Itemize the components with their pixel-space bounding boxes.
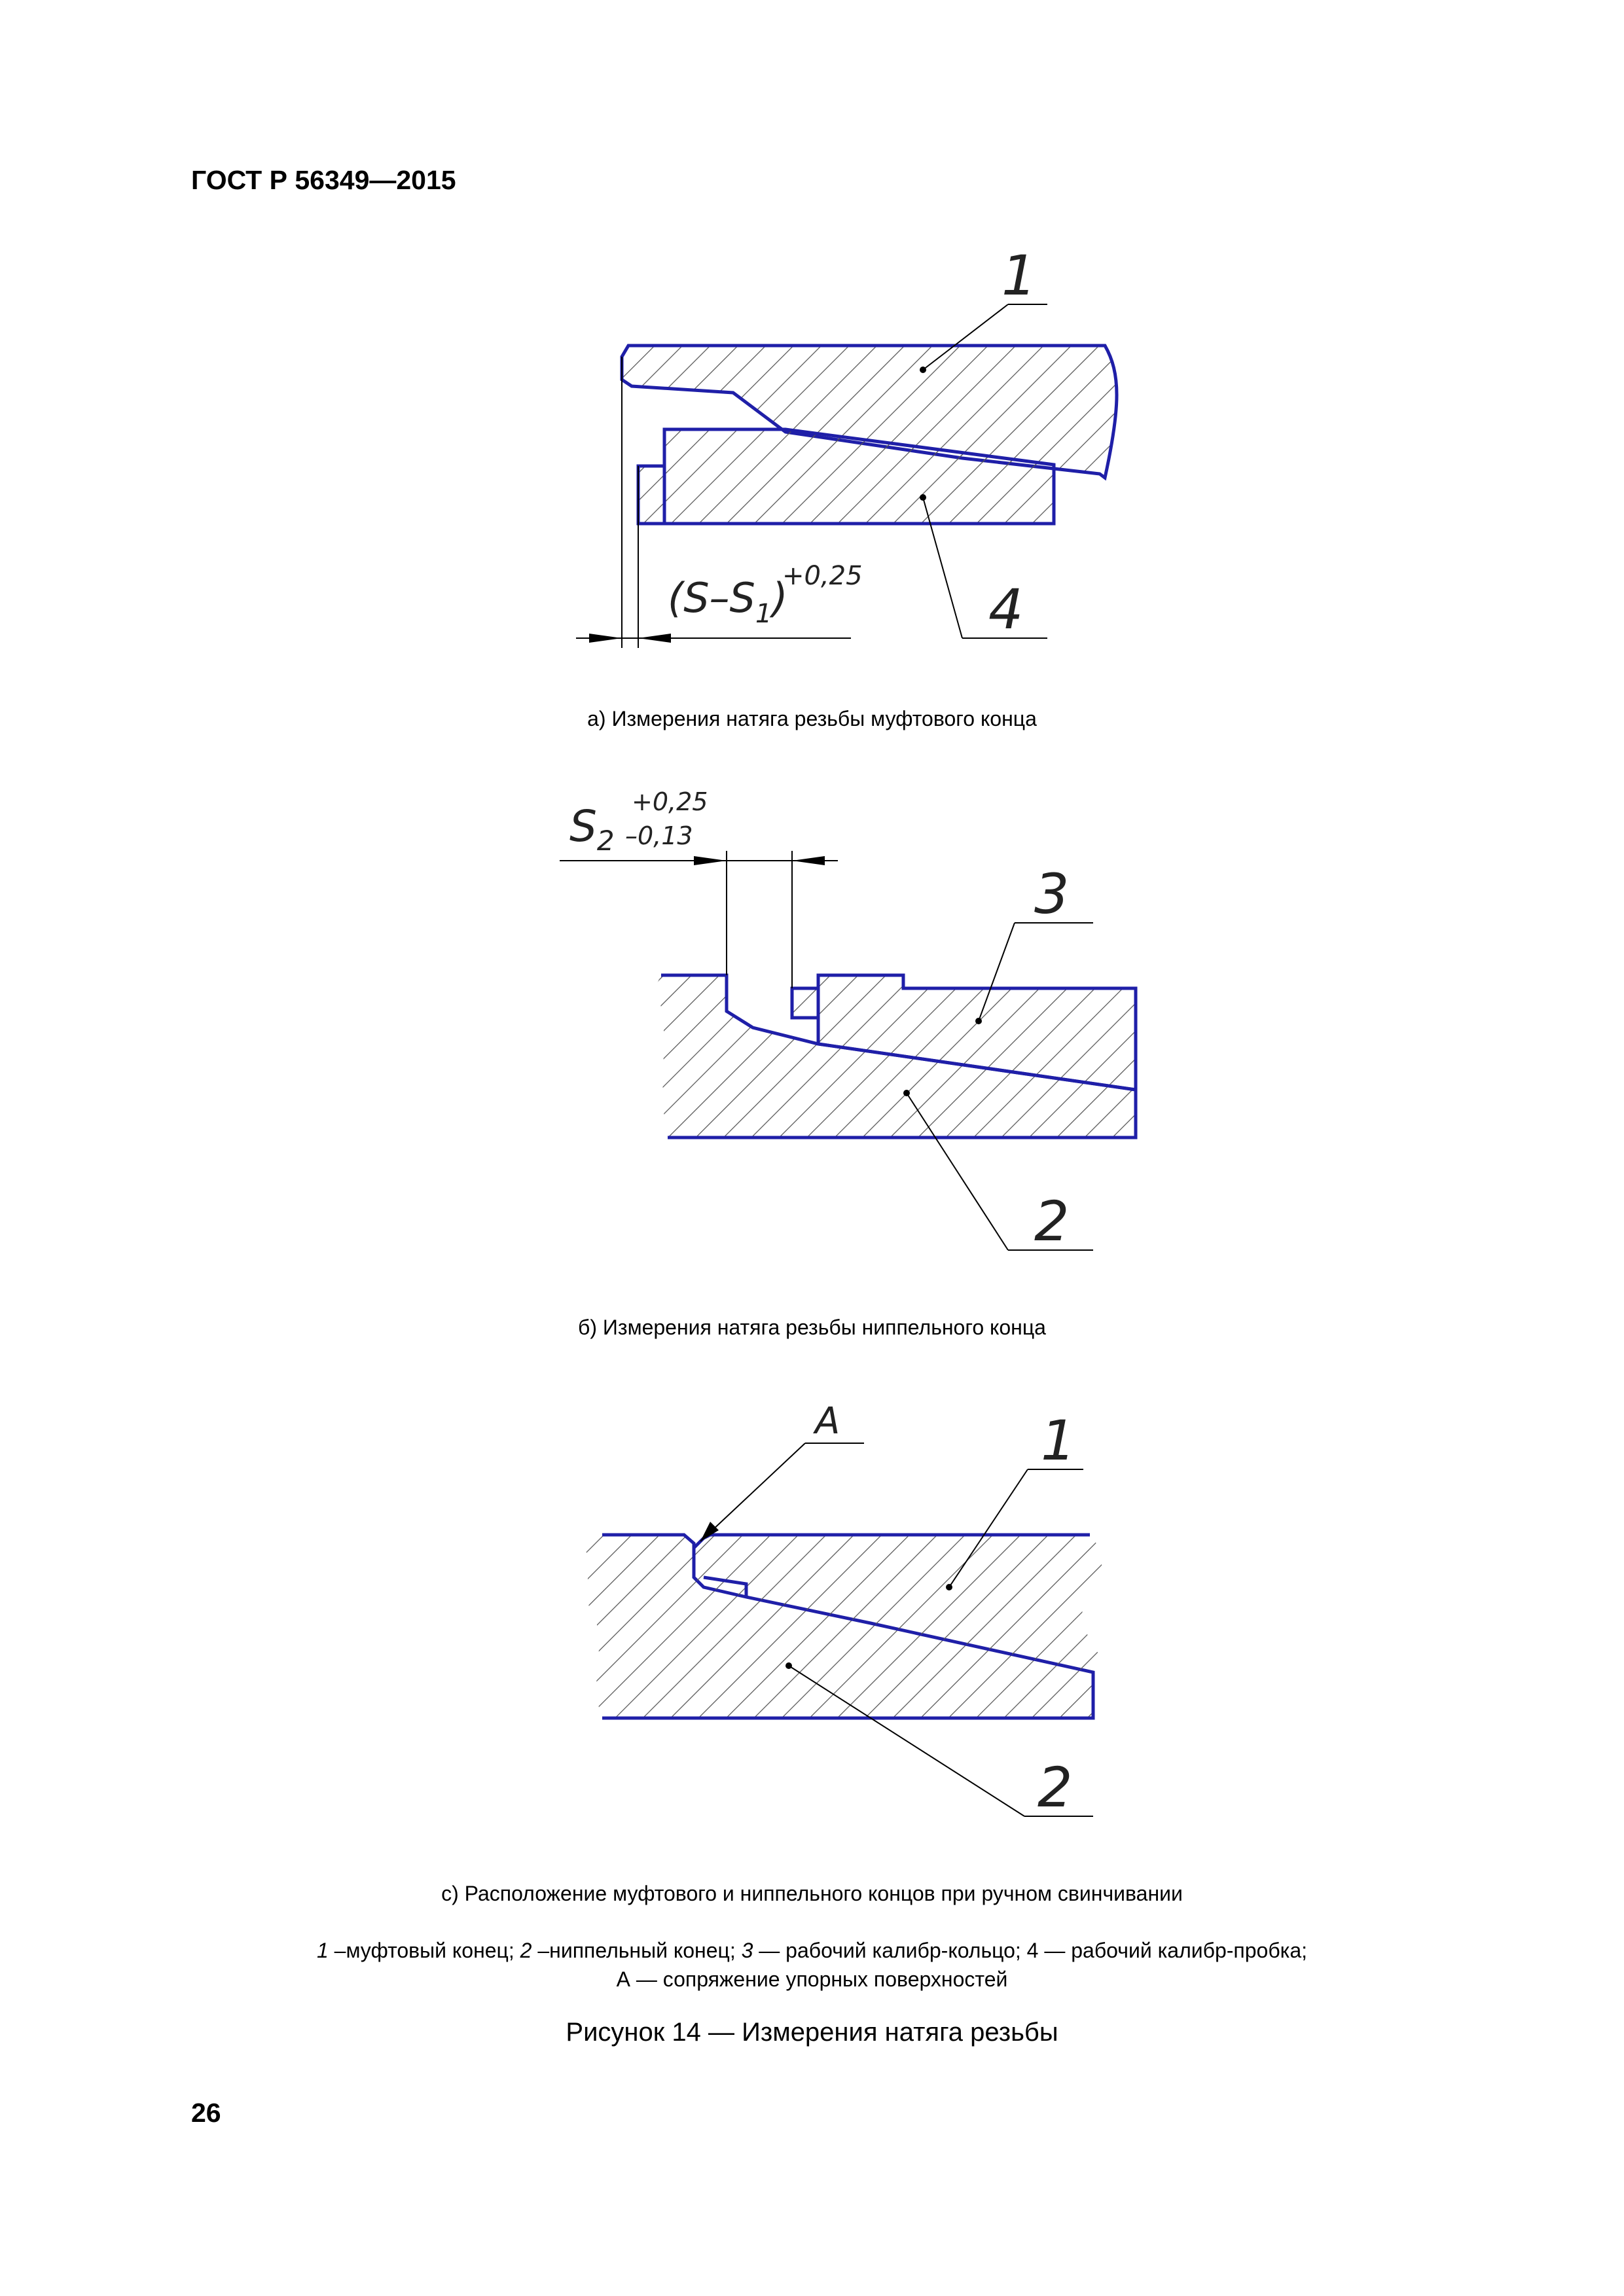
figure-a-label-1: 1 [1001, 243, 1037, 308]
figure-c-label-1: 1 [1041, 1408, 1076, 1473]
figure-c-caption: с) Расположение муфтового и ниппельного концов при ручном свинчивании [441, 1882, 1183, 1905]
figure-a-dimension-tolerance: +0,25 [782, 561, 863, 591]
figure-b-tolerance-upper: +0,25 [632, 787, 708, 816]
figure-a-caption: а) Измерения натяга резьбы муфтового конца [587, 707, 1037, 730]
figure-legend [0, 1936, 1624, 1994]
document-number-header: ГОСТ Р 56349—2015 [191, 165, 456, 195]
figure-b-label-2: 2 [1034, 1189, 1070, 1253]
figure-c-label-2: 2 [1038, 1755, 1073, 1820]
page-number: 26 [191, 2098, 221, 2128]
figure-a-dimension: $(S-S_1)$ [668, 574, 788, 629]
figure-b-tolerance-lower: –0,13 [625, 821, 693, 850]
legend-line-2: А — сопряжение упорных поверхностей [616, 1967, 1008, 1991]
figure-b-dimension: $S_2$ [569, 801, 615, 857]
figure-a-label-4: 4 [988, 577, 1024, 641]
figure-title: Рисунок 14 — Измерения натяга резьбы [566, 2018, 1058, 2047]
figure-b-label-3: 3 [1034, 862, 1070, 926]
figure-c-label-a: А [815, 1400, 840, 1443]
legend-line-1: 1 –муфтовый конец; 2 –ниппельный конец; 3 — рабочий калибр-кольцо; 4 — рабочий калибр-пробка; [316, 1939, 1308, 1962]
figure-b-caption: б) Измерения натяга резьбы ниппельного конца [578, 1316, 1046, 1339]
